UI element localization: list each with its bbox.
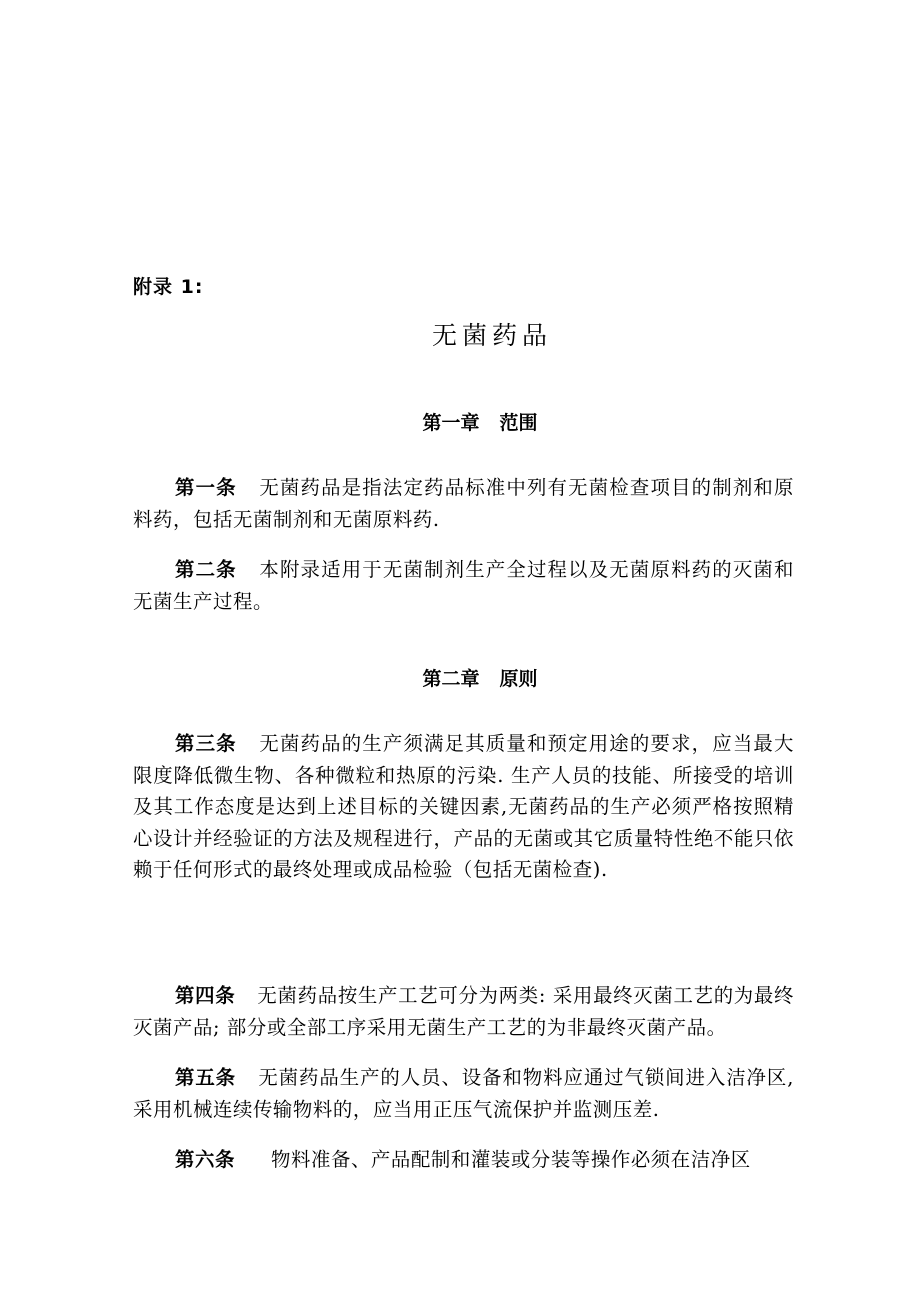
article-number: 第五条 xyxy=(175,1066,237,1089)
article xyxy=(133,728,794,886)
article xyxy=(133,1062,794,1125)
article-text: 无菌药品是指法定药品标准中列有无菌检查项目的制剂和原料药，包括无菌制剂和无菌原料药. xyxy=(133,476,794,531)
article-text: 无菌药品按生产工艺可分为两类: 采用最终灭菌工艺的为最终灭菌产品; 部分或全部工序采用无菌生产工艺的为非最终灭菌产品。 xyxy=(133,984,794,1039)
article xyxy=(133,980,794,1043)
article-text: 本附录适用于无菌制剂生产全过程以及无菌原料药的灭菌和无菌生产过程。 xyxy=(133,558,794,613)
article-number: 第一条 xyxy=(175,476,237,499)
chapter-number: 第二章 xyxy=(422,668,480,690)
article-text: 无菌药品生产的人员、设备和物料应通过气锁间进入洁净区,采用机械连续传输物料的，应当用正压气流保护并监测压差. xyxy=(133,1066,794,1121)
article xyxy=(133,554,794,617)
chapter-name: 原则 xyxy=(499,668,538,690)
article-number: 第三条 xyxy=(175,732,237,755)
article-number: 第二条 xyxy=(175,558,237,581)
article-text: 无菌药品的生产须满足其质量和预定用途的要求，应当最大限度降低微生物、各种微粒和热原的污染. 生产人员的技能、所接受的培训及其工作态度是达到上述目标的关键因素,无菌药品的生产必须严格按照精心设计并经验证的方法及规程进行，产品的无菌或其它质量特性绝不能只依赖于任何形式的最终处理或成品检验（包括无菌检查). xyxy=(133,732,794,881)
document-title: 无菌药品 xyxy=(431,321,552,350)
appendix-label: 附录 1: xyxy=(133,276,204,298)
article xyxy=(133,472,794,535)
chapter-name: 范围 xyxy=(499,412,538,434)
article-text: 物料准备、产品配制和灌装或分装等操作必须在洁净区 xyxy=(270,1148,751,1171)
chapter-heading xyxy=(0,664,920,691)
chapter-number: 第一章 xyxy=(422,412,480,434)
article-number: 第四条 xyxy=(175,984,236,1007)
article xyxy=(133,1144,794,1176)
article-number: 第六条 xyxy=(175,1148,235,1171)
chapter-heading xyxy=(0,408,920,435)
